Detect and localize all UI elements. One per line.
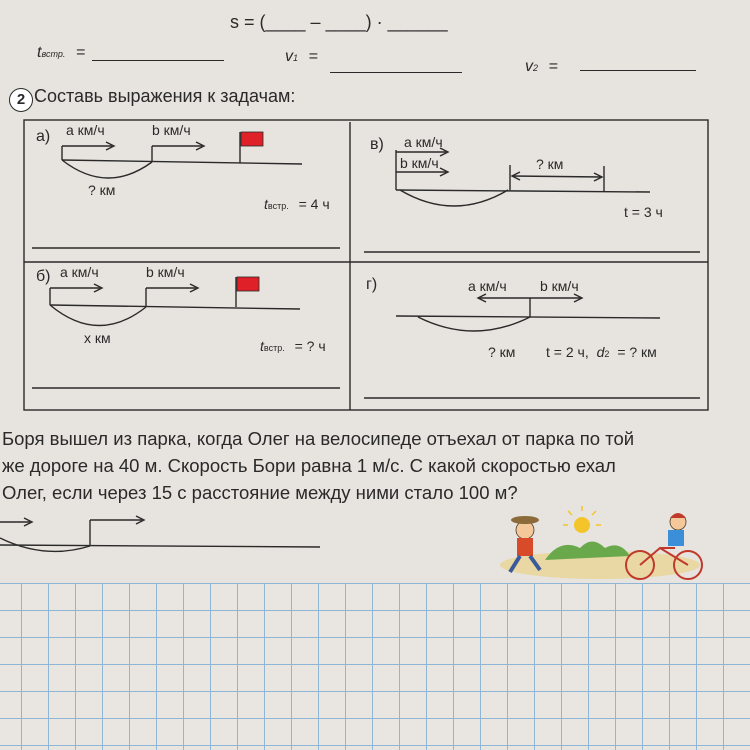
answer-grid[interactable] [0, 583, 750, 750]
illustration-boy-and-cyclist [500, 506, 702, 579]
t-meet-label: tвстр. = [37, 44, 86, 61]
diagram-a [62, 132, 302, 178]
panel-a-speed2: b км/ч [152, 122, 191, 138]
panel-a-distance: ? км [88, 182, 116, 198]
panel-g-speed2: b км/ч [540, 278, 579, 294]
panel-b-label: б) [36, 268, 51, 285]
panel-b-speed1: a км/ч [60, 264, 99, 280]
v1-label: v1 = [285, 48, 318, 65]
flag-a [241, 132, 263, 146]
panel-b-time: tвстр. = ? ч [260, 338, 326, 354]
panels-frame [24, 120, 708, 410]
panel-v-speed1: a км/ч [404, 134, 443, 150]
panel-g-distance: ? км [488, 344, 516, 360]
panel-v-label: в) [370, 136, 384, 153]
panel-v-distance: ? км [536, 156, 564, 172]
task-number: 2 [16, 91, 26, 108]
panel-a-label: а) [36, 128, 51, 145]
panel-g-time: t = 2 ч, d2 = ? км [546, 344, 657, 360]
flag-b [237, 277, 259, 291]
panel-v-time: t = 3 ч [624, 204, 663, 220]
panel-a-time: tвстр. = 4 ч [264, 196, 330, 212]
task3-line1: Боря вышел из парка, когда Олег на велосипеде отъехал от парка по той [2, 428, 635, 449]
panel-b-speed2: b км/ч [146, 264, 185, 280]
task-title: Составь выражения к задачам: [34, 86, 296, 106]
panel-g-label: г) [366, 276, 378, 293]
diagram-b [50, 277, 300, 326]
task3-line2: же дороге на 40 м. Скорость Бори равна 1 м/с. С какой скоростью ехал [2, 455, 616, 476]
v2-label: v2 = [525, 58, 558, 75]
panel-a-speed1: a км/ч [66, 122, 105, 138]
panel-g-speed1: a км/ч [468, 278, 507, 294]
task3-line3: Олег, если через 15 с расстояние между ними стало 100 м? [2, 482, 518, 503]
s-formula: s = (____ – ____) · ______ [230, 12, 448, 32]
task3-diagram [0, 516, 320, 551]
panel-v-speed2: b км/ч [400, 155, 439, 171]
panel-b-distance: x км [84, 330, 111, 346]
diagram-g [396, 294, 660, 331]
